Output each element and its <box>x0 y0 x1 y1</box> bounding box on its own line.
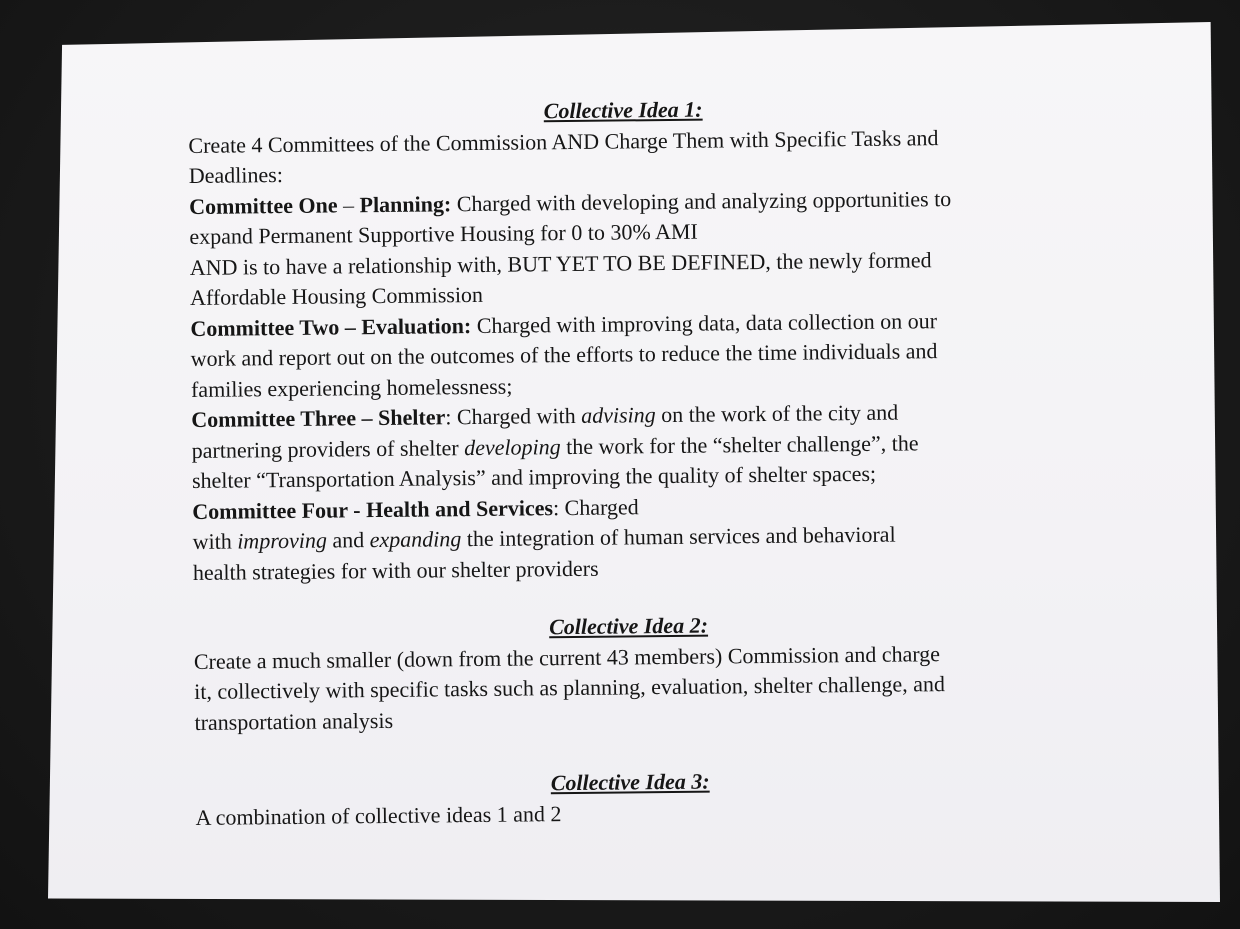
improving-emphasis: improving <box>237 527 327 554</box>
committee-four-text-a: : Charged <box>552 493 639 520</box>
committee-four-text-c: and <box>326 527 370 553</box>
committee-one-dash: – <box>337 191 360 217</box>
committee-two-text: Charged with improving data, data collection on our <box>471 307 938 338</box>
expanding-emphasis: expanding <box>369 526 462 553</box>
idea2-line1: Create a much smaller (down from the current 43 members) Commission and charge <box>193 640 941 674</box>
idea2-heading: Collective Idea 2: <box>548 612 709 640</box>
idea3-heading: Collective Idea 3: <box>550 768 710 796</box>
committee-one-line3: AND is to have a relationship with, BUT YET TO BE DEFINED, the newly formed <box>189 246 932 280</box>
idea1-heading: Collective Idea 1: <box>543 96 703 124</box>
advising-emphasis: advising <box>581 402 656 428</box>
committee-three-label: Committee Three – Shelter <box>191 404 446 432</box>
idea2-line2: it, collectively with specific tasks such as planning, evaluation, shelter challenge, and <box>194 671 946 704</box>
idea2-line3: transportation analysis <box>194 707 394 735</box>
committee-three-text-d: the work for the “shelter challenge”, the <box>560 429 919 459</box>
idea1-intro-line2: Deadlines: <box>188 162 284 188</box>
committee-three-text-c: partnering providers of shelter <box>191 434 465 463</box>
committee-one-text: Charged with developing and analyzing opportunities to <box>451 185 952 216</box>
committee-one-label: Committee One <box>188 191 338 219</box>
committee-one-line2: expand Permanent Supportive Housing for 0 to 30% AMI <box>189 218 698 249</box>
committee-one-planning-label: Planning: <box>359 190 452 217</box>
committee-four-text-d: the integration of human services and behavioral <box>461 521 896 552</box>
committee-two-line2: work and report out on the outcomes of the efforts to reduce the time individuals and <box>190 338 938 371</box>
committee-three-line3: shelter “Transportation Analysis” and improving the quality of shelter spaces; <box>191 460 877 493</box>
committee-one-line4: Affordable Housing Commission <box>189 281 484 310</box>
developing-emphasis: developing <box>463 433 561 460</box>
committee-two-label: Committee Two – Evaluation: <box>190 312 472 341</box>
committee-four-label: Committee Four - Health and Services <box>192 494 554 524</box>
committee-three-text-b: on the work of the city and <box>655 399 899 428</box>
committee-three-text-a: : Charged with <box>445 402 582 430</box>
committee-four-text-b: with <box>192 528 238 554</box>
committee-four-line3: health strategies for with our shelter providers <box>192 555 599 585</box>
idea3-line1: A combination of collective ideas 1 and 2 <box>195 800 562 830</box>
document-body <box>188 91 1086 833</box>
committee-two-line3: families experiencing homelessness; <box>190 373 513 402</box>
idea1-intro-line1: Create 4 Committees of the Commission AND Charge Them with Specific Tasks and <box>188 124 939 158</box>
